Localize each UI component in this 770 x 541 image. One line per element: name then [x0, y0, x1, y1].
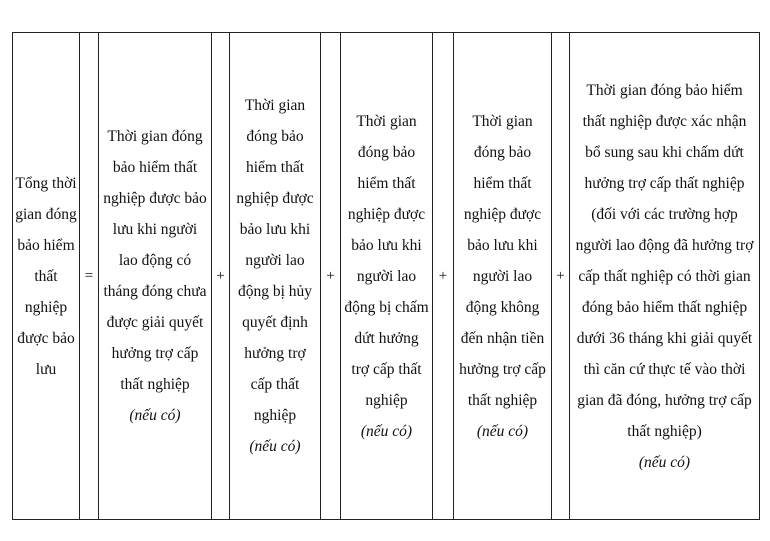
- component-text: Thời gian đóng bảo hiểm thất nghiệp được bảo lưu khi người lao động có tháng đóng chưa được giải quyết hưởng trợ cấp thất nghiệp: [103, 128, 207, 393]
- total-preserved-time-label: Tổng thời gian đóng bảo hiểm thất nghiệp được bảo lưu: [15, 174, 77, 378]
- component-cell-cancelled: [230, 33, 321, 520]
- component-text: Thời gian đóng bảo hiểm thất nghiệp được bảo lưu khi người lao động bị chấm dứt hưởng trợ cấp thất nghiệp: [344, 112, 429, 409]
- component-text: Thời gian đóng bảo hiểm thất nghiệp được xác nhận bổ sung sau khi chấm dứt hưởng trợ cấp thất nghiệp (đối với các trường hợp người lao động đã hưởng trợ cấp thất nghiệp có thời gian đóng bảo hiểm thất nghiệp dưới 36 tháng khi giải quyết thì căn cứ thực tế vào thời gian đã đóng, hưởng trợ cấp thất nghiệp): [575, 81, 754, 440]
- component-cell-supplemented: [570, 33, 760, 520]
- component-text: Thời gian đóng bảo hiểm thất nghiệp được bảo lưu khi người lao động bị hủy quyết định hưởng trợ cấp thất nghiệp: [236, 97, 314, 424]
- optional-note: (nếu có): [638, 453, 691, 471]
- plus-sign: +: [321, 33, 341, 520]
- plus-sign: +: [212, 33, 230, 520]
- optional-note: (nếu có): [249, 438, 301, 455]
- optional-note: (nếu có): [476, 422, 529, 440]
- formula-table: [12, 32, 760, 520]
- total-preserved-time-cell: [13, 33, 80, 520]
- component-text: Thời gian đóng bảo hiểm thất nghiệp được bảo lưu khi người lao động không đến nhận tiền hưởng trợ cấp thất nghiệp: [459, 112, 546, 409]
- plus-sign: +: [552, 33, 570, 520]
- optional-note: (nếu có): [129, 407, 181, 424]
- optional-note: (nếu có): [360, 422, 413, 440]
- component-cell-terminated: [341, 33, 433, 520]
- equals-sign: =: [80, 33, 99, 520]
- component-cell-not-collected: [454, 33, 552, 520]
- plus-sign: +: [433, 33, 454, 520]
- formula-row: [13, 33, 760, 520]
- component-cell-unclaimed: [99, 33, 212, 520]
